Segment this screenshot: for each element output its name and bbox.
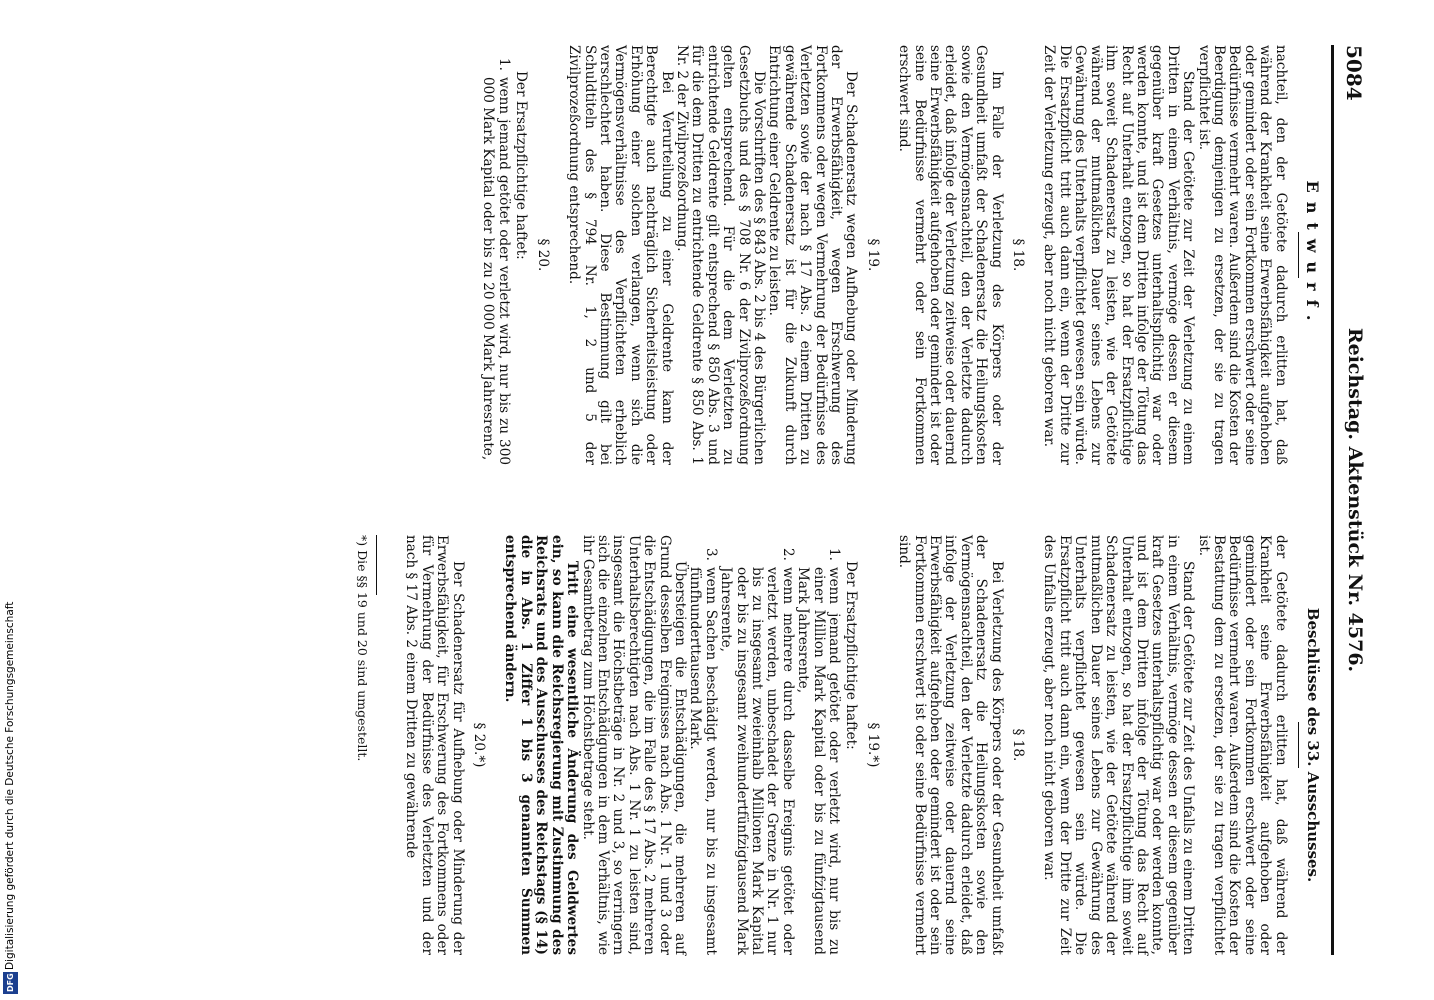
title-rule [1298,722,1299,768]
committee-column [355,535,1326,955]
paragraph: der Getötete dadurch erlitten hat, daß während der Krankheit seine Erwerbsfähigkeit aufgehoben oder gemindert oder sein Fortkommen erschwert oder seine Bedürfnisse vermehrt waren. Außerdem sind die Kosten der Bestattung dem zu ersetzen, der sie zu tragen verpflichtet ist. [1195,535,1289,955]
paragraph: nachteil, den der Getötete dadurch erlitten hat, daß während der Krankheit seine Erwerbsfähigkeit aufgehoben oder gemindert oder sein Fortkommen erschwert oder seine Bedürfnisse vermehrt waren. Außerdem sind die Kosten der Beerdigung demjenigen zu ersetzen, der sie zu tragen verpflichtet ist. [1195,45,1289,465]
section-heading: § 20. [534,238,551,272]
dfg-logo: DFG [3,972,18,994]
list-number: 1. [495,58,512,71]
header-rule [1331,45,1334,955]
paragraph: Im Falle der Verletzung des Körpers oder der Gesundheit umfaßt der Schadenersatz die Heilungskosten sowie den Vermögensnachteil, den der Verletzte dadurch erleidet, daß infolge der Verletzung zeitweise oder dauernd seine Erwerbsfähigkeit aufgehoben oder gemindert ist oder seine Bedürfnisse vermehrt oder sein Fortkommen erschwert sind. [896,45,1005,465]
section-heading: § 19. [864,238,881,272]
section-heading: § 18. [1010,238,1027,272]
list-text: wenn Sachen beschädigt werden, nur bis zu insgesamt fünfhunderttausend Mark. [687,567,719,955]
paragraph: Die Vorschriften des § 843 Abs. 2 bis 4 des Bürgerlichen Gesetzbuchs und des § 708 Nr. 6 der Zivilprozeßordnung gelten entsprechend. Für die dem Verletzten zu entrichtende Geldrente gilt entsprechend § 850 Abs. 3 und für die dem Dritten zu entrichtende Geldrente § 850 Abs. 1 Nr. 2 der Zivilprozeßordnung. [673,45,767,465]
liability-list [480,45,511,465]
list-text: wenn mehrere durch dasselbe Ereignis getötet oder verletzt werden, unbeschadet der Grenze in Nr. 1 nur bis zu insgesamt zweieinhalb Millionen Mark Kapital oder bis zu insgesamt zweihundertfünfzigtausend Mark Jahresrente, [718,567,796,955]
list-number: 2. [779,548,796,561]
draft-column [480,45,1326,465]
paragraph: Bei Verletzung des Körpers oder der Gesundheit umfaßt der Schadenersatz die Heilungskosten sowie den Vermögensnachteil, den der Verletzte dadurch erleidet, daß infolge der Verletzung zeitweise oder dauernd seine Erwerbsfähigkeit aufgehoben oder gemindert ist oder sein Fortkommen erschwert ist oder seine Bedürfnisse vermehrt sind. [896,535,1005,955]
page-number: 5084 [1342,45,1366,101]
list-item [687,535,718,955]
footnote: *) Die §§ 19 und 20 sind umgestellt. [355,535,371,762]
title-rule [1298,232,1299,278]
paragraph: Der Schadenersatz für Aufhebung oder Minderung der Erwerbsfähigkeit, für Erschwerung des Fortkommens oder für Vermehrung der Bedürfnisse des Verletzten und der nach § 17 Abs. 2 einem Dritten zu gewährende [403,535,466,955]
paragraph: Stand der Getötete zur Zeit der Verletzung zu einem Dritten in einem Verhältnis, vermöge dessen er diesem gegenüber kraft Gesetzes unterhaltspflichtig war oder werden konnte, und ist dem Dritten infolge der Tötung das Recht auf Unterhalt entzogen, so hat der Ersatzpflichtige ihm soweit Schadenersatz zu leisten, wie der Getötete während der mutmaßlichen Dauer seines Lebens zur Gewährung des Unterhalts verpflichtet gewesen sein würde. Die Ersatzpflicht tritt auch dann ein, wenn der Dritte zur Zeit der Verletzung erzeugt, aber noch nicht geboren war. [1041,45,1197,465]
liability-list [687,535,841,955]
paragraph: Übersteigen die Entschädigungen, die mehreren auf Grund desselben Ereignisses nach Abs. 1 Nr. 1 und 3 oder die Entschädigungen, die im Falle des § 17 Abs. 2 mehreren Unterhaltsberechtigten nach Abs. 1 Nr. 1 zu leisten sind, insgesamt die Höchstbeträge in Nr. 2 und 3, so verringern sich die einzelnen Entschädigungen in dem Verhältnis, wie ihr Gesamtbetrag zum Höchstbetrage steht. [579,535,688,955]
funding-note: Digitalisierung gefördert durch die Deutsche Forschungsgemeinschaft [4,601,16,970]
section-heading: § 19.*) [864,722,881,768]
paragraph: Der Ersatzpflichtige haftet: [513,71,530,260]
footnote-rule [376,535,377,595]
paragraph: Bei Verurteilung zu einer Geldrente kann der Berechtigte auch nachträglich Sicherheitsleistung oder Erhöhung einer solchen verlangen, wenn sich die Vermögensverhältnisse des Verpflichteten erheblich verschlechtert haben. Diese Bestimmung gilt bei Schuldtiteln des § 794 Nr. 1, 2 und 5 der Zivilprozeßordnung entsprechend. [566,45,675,465]
committee-title: Beschlüsse des 33. Ausschusses. [1304,607,1322,883]
paragraph: Stand der Getötete zur Zeit des Unfalls zu einem Dritten in einem Verhältnis, vermöge dessen er diesem gegenüber kraft Gesetzes unterhaltspflichtig war oder werden konnte, und ist dem Dritten infolge der Tötung das Recht auf Unterhalt entzogen, so hat der Ersatzpflichtige ihm soweit Schadenersatz zu leisten, wie der Getötete während der mutmaßlichen Dauer seines Lebens zur Gewährung des Unterhalts verpflichtet gewesen sein würde. Die Ersatzpflicht tritt auch dann ein, wenn der Dritte zur Zeit des Unfalls erzeugt, aber noch nicht geboren war. [1041,535,1197,955]
list-number: 3. [702,548,719,561]
list-item [718,535,795,955]
section-heading: § 18. [1010,728,1027,762]
section-heading: § 20.*) [471,722,488,768]
draft-title: Entwurf. [1303,180,1322,330]
paragraph: Der Ersatzpflichtige haftet: [843,561,860,750]
paragraph: Der Schadenersatz wegen Aufhebung oder Minderung der Erwerbsfähigkeit, wegen Erschwerung des Fortkommens oder wegen Vermehrung der Bedürfnisse des Verletzten sowie der nach § 17 Abs. 2 einem Dritten zu gewährende Schadenersatz ist für die Zukunft durch Entrichtung einer Geldrente zu leisten. [766,45,860,465]
list-number: 1. [826,548,843,561]
paragraph: Tritt eine wesentliche Änderung des Geldwertes ein, so kann die Reichsregierung mit Zustimmung des Reichsrats und des Ausschusses des Reichstags (§ 14) die in Abs. 1 Ziffer 1 bis 3 genannten Summen entsprechend ändern. [502,535,581,955]
document-page [4,5,1384,995]
page-header [1336,45,1366,955]
list-text: wenn jemand getötet oder verletzt wird, nur bis zu einer Million Mark Kapital oder bis zu fünfzigtausend Mark Jahresrente, [795,567,843,955]
list-item [795,535,841,955]
list-text: wenn jemand getötet oder verletzt wird, nur bis zu 300 000 Mark Kapital oder bis zu 20 000 Mark Jahresrente, [480,77,512,465]
list-item [480,45,511,465]
page-title: Reichstag. Aktenstück Nr. 4576. [1344,327,1366,673]
